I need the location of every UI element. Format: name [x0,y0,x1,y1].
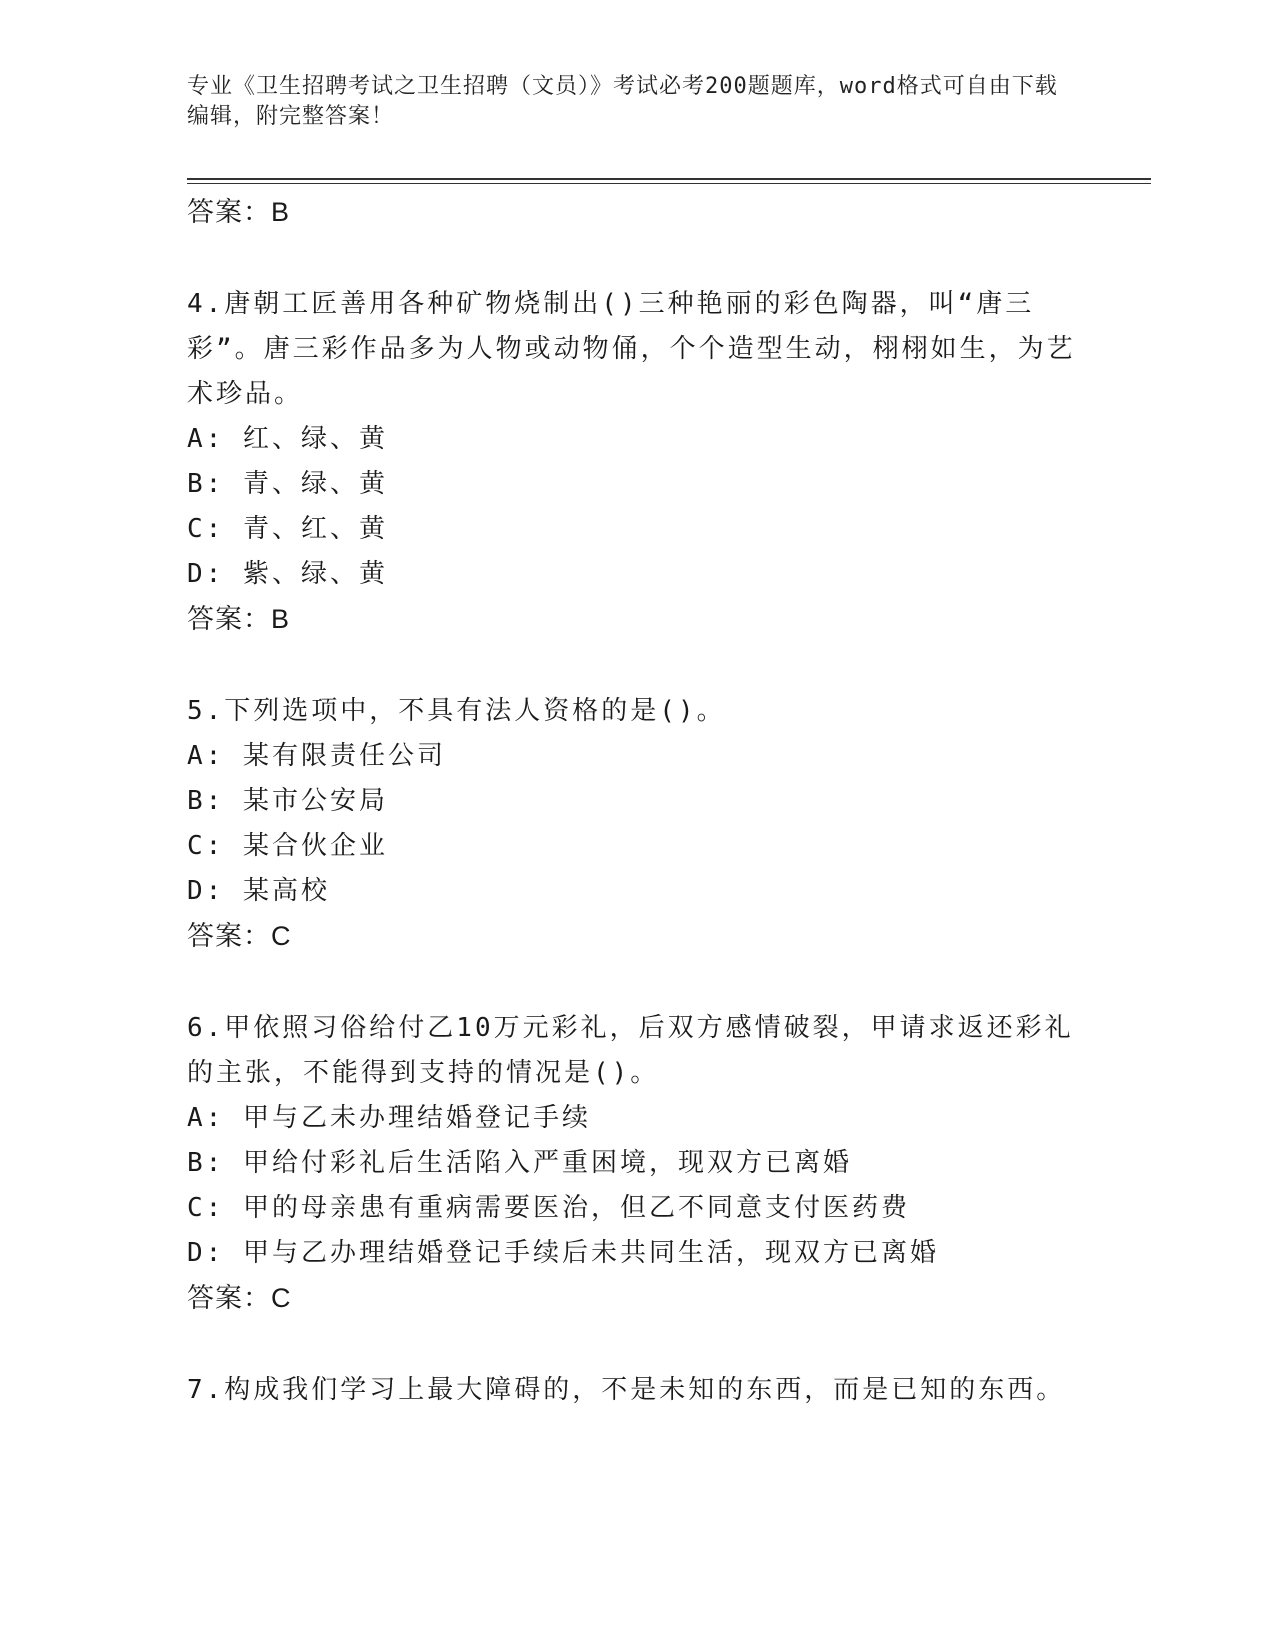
option-6a: A: 甲与乙未办理结婚登记手续 [187,1103,591,1133]
option-4d: D: 紫、绿、黄 [187,559,388,589]
question-5: 5.下列选项中，不具有法人资格的是()。 [187,696,726,726]
document-body [187,190,1077,1413]
answer-q3: 答案：B [187,197,291,227]
question-7: 7.构成我们学习上最大障碍的，不是未知的东西，而是已知的东西。 [187,1375,1066,1405]
header-rule-thin [187,183,1151,184]
document-header: 专业《卫生招聘考试之卫生招聘（文员）》考试必考200题题库，word格式可自由下载编辑，附完整答案！ [187,74,1058,129]
option-5d: D: 某高校 [187,876,330,906]
question-4: 4.唐朝工匠善用各种矿物烧制出()三种艳丽的彩色陶器，叫“唐三彩”。唐三彩作品多为人物或动物俑，个个造型生动，栩栩如生，为艺术珍品。 [187,289,1076,409]
option-6b: B: 甲给付彩礼后生活陷入严重困境，现双方已离婚 [187,1148,852,1178]
option-5c: C: 某合伙企业 [187,831,388,861]
option-4b: B: 青、绿、黄 [187,469,388,499]
option-6d: D: 甲与乙办理结婚登记手续后未共同生活，现双方已离婚 [187,1238,939,1268]
option-4c: C: 青、红、黄 [187,514,388,544]
answer-q5: 答案：C [187,921,292,951]
option-4a: A: 红、绿、黄 [187,424,388,454]
option-6c: C: 甲的母亲患有重病需要医治，但乙不同意支付医药费 [187,1193,910,1223]
option-5a: A: 某有限责任公司 [187,741,446,771]
answer-q4: 答案：B [187,604,291,634]
header-rule-thick [187,178,1151,180]
question-6: 6.甲依照习俗给付乙10万元彩礼，后双方感情破裂，甲请求返还彩礼的主张，不能得到支持的情况是()。 [187,1013,1074,1088]
option-5b: B: 某市公安局 [187,786,388,816]
answer-q6: 答案：C [187,1283,292,1313]
